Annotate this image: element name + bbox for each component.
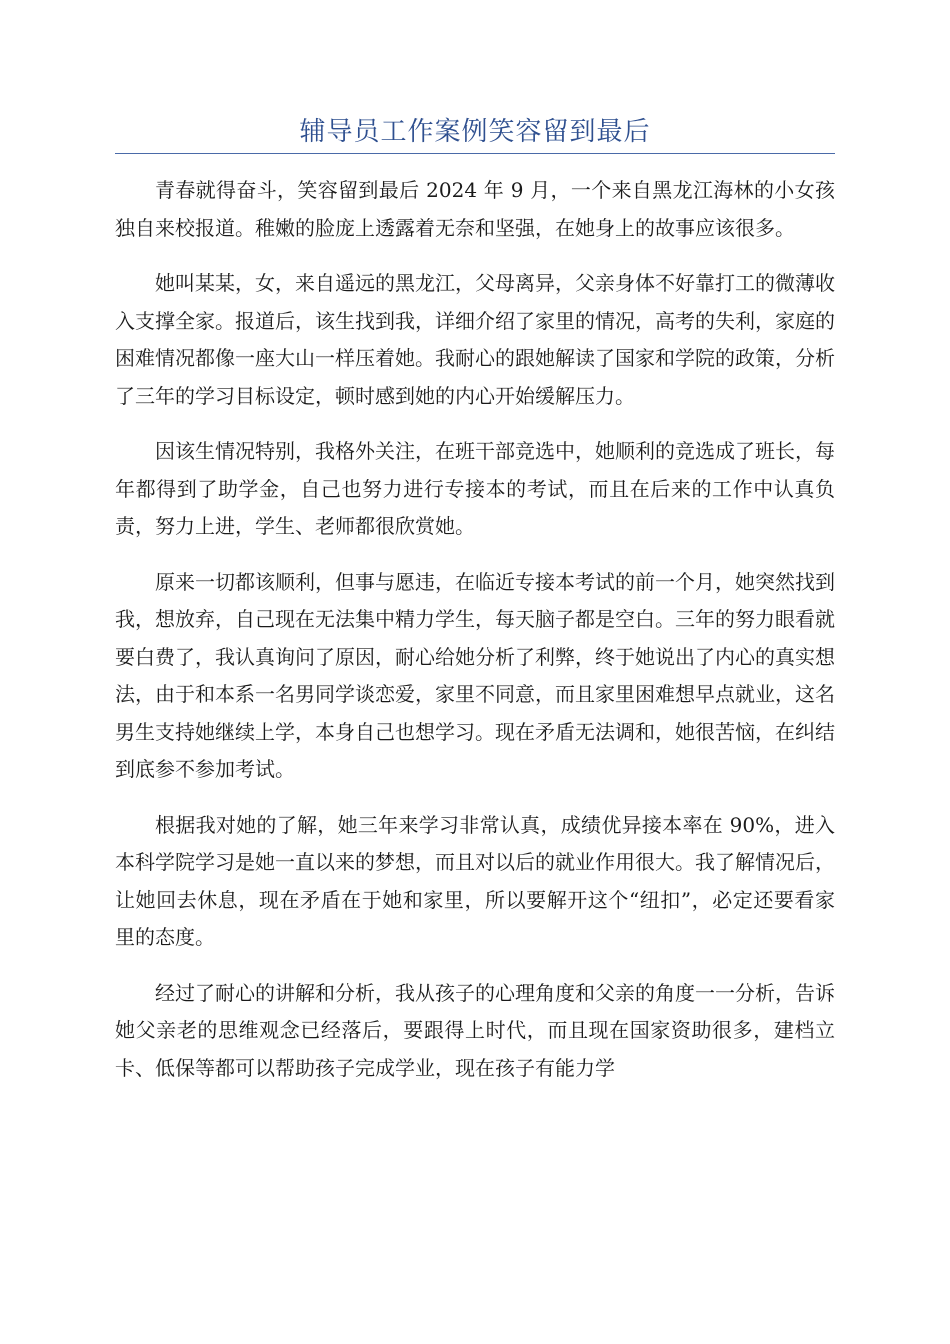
paragraph-5: 根据我对她的了解，她三年来学习非常认真，成绩优异接本率在 90%，进入本科学院学习是她一直以来的梦想，而且对以后的就业作用很大。我了解情况后，让她回去休息，现在矛盾在于她和家里，所以要解开这个“纽扣”，必定还要看家里的态度。 bbox=[115, 812, 835, 949]
document-title: 辅导员工作案例笑容留到最后 bbox=[299, 117, 651, 147]
paragraph-4: 原来一切都该顺利，但事与愿违，在临近专接本考试的前一个月，她突然找到我，想放弃，自己现在无法集中精力学生，每天脑子都是空白。三年的努力眼看就要白费了，我认真询问了原因，耐心给她分析了利弊，终于她说出了内心的真实想法，由于和本系一名男同学谈恋爱，家里不同意，而且家里困难想早点就业，这名男生支持她继续上学，本身自己也想学习。现在矛盾无法调和，她很苦恼，在纠结到底参不参加考试。 bbox=[115, 569, 835, 781]
paragraph-6: 经过了耐心的讲解和分析，我从孩子的心理角度和父亲的角度一一分析，告诉她父亲老的思维观念已经落后，要跟得上时代，而且现在国家资助很多，建档立卡、低保等都可以帮助孩子完成学业，现在孩子有能力学 bbox=[115, 980, 835, 1080]
title-underline bbox=[115, 153, 835, 154]
paragraph-3: 因该生情况特别，我格外关注，在班干部竞选中，她顺利的竞选成了班长，每年都得到了助学金，自己也努力进行专接本的考试，而且在后来的工作中认真负责，努力上进，学生、老师都很欣赏她。 bbox=[115, 439, 835, 538]
paragraph-2: 她叫某某，女，来自遥远的黑龙江，父母离异，父亲身体不好靠打工的微薄收入支撑全家。报道后，该生找到我，详细介绍了家里的情况，高考的失利，家庭的困难情况都像一座大山一样压着她。我耐心的跟她解读了国家和学院的政策，分析了三年的学习目标设定，顿时感到她的内心开始缓解压力。 bbox=[115, 271, 835, 408]
paragraph-1: 青春就得奋斗，笑容留到最后 2024 年 9 月，一个来自黑龙江海林的小女孩独自来校报道。稚嫩的脸庞上透露着无奈和坚强，在她身上的故事应该很多。 bbox=[115, 178, 835, 240]
document-body bbox=[115, 172, 835, 1105]
